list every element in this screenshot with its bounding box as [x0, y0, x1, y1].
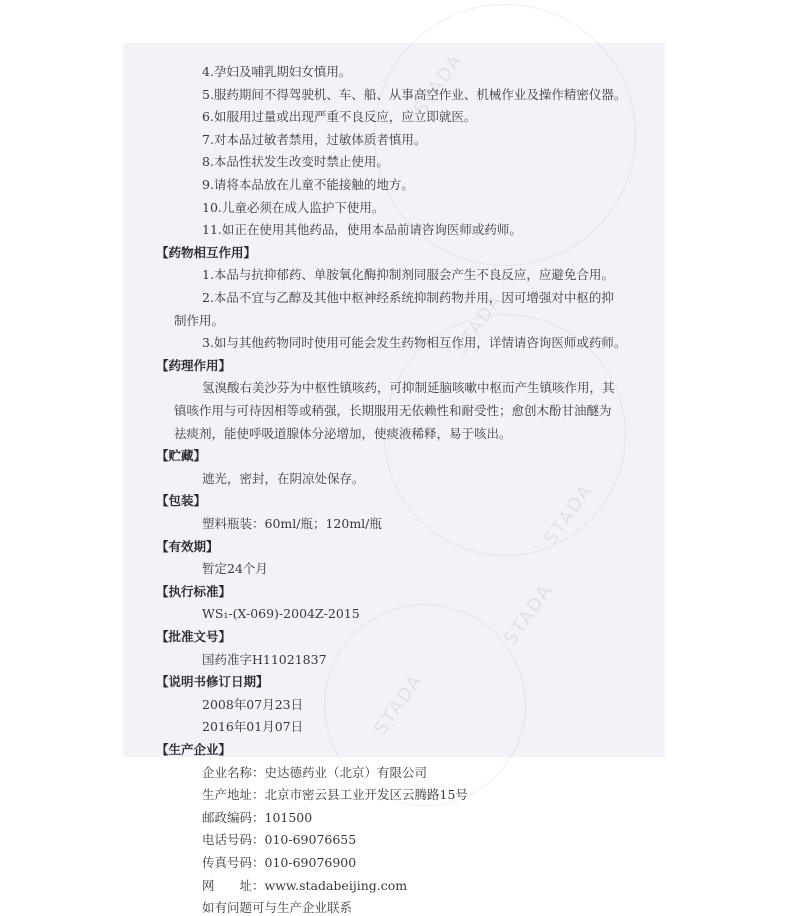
watermark-text: STADA: [370, 670, 428, 739]
section-heading-package: 【包装】: [156, 493, 207, 509]
revision-date: 2008年07月23日: [202, 696, 304, 712]
approval-value: 国药准字H11021837: [202, 651, 327, 667]
watermark-text: STADA: [500, 580, 558, 649]
manufacturer-address: 生产地址：北京市密云县工业开发区云腾路15号: [202, 787, 468, 803]
standard-value: WS₁-(X-069)-2004Z-2015: [202, 606, 360, 622]
watermark-text: STADA: [540, 480, 598, 549]
section-heading-interactions: 【药物相互作用】: [156, 244, 257, 260]
package-value: 塑料瓶装：60ml/瓶；120ml/瓶: [202, 516, 382, 531]
manufacturer-name: 企业名称：史达德药业（北京）有限公司: [202, 764, 428, 780]
section-heading-revision: 【说明书修订日期】: [156, 674, 269, 690]
manufacturer-phone: 电话号码：010-69076655: [202, 832, 357, 848]
watermark-text: STADA: [450, 290, 508, 359]
interaction-line: 制作用。: [174, 312, 225, 328]
precaution-item: 7.对本品过敏者禁用，过敏体质者慎用。: [202, 131, 427, 147]
precaution-item: 6.如服用过量或出现严重不良反应，应立即就医。: [202, 109, 477, 125]
revision-date: 2016年01月07日: [202, 719, 304, 735]
precaution-item: 8.本品性状发生改变时禁止使用。: [202, 154, 389, 170]
precaution-item: 10.儿童必须在成人监护下使用。: [202, 199, 385, 215]
section-heading-standard: 【执行标准】: [156, 583, 232, 599]
watermark-text: STADA: [410, 50, 468, 119]
section-heading-storage: 【贮藏】: [156, 448, 207, 464]
interaction-line: 1.本品与抗抑郁药、单胺氧化酶抑制剂同服会产生不良反应，应避免合用。: [202, 267, 614, 283]
manufacturer-website: 网 址：www.stadabeijing.com: [202, 877, 408, 893]
section-heading-validity: 【有效期】: [156, 538, 219, 554]
pharmacology-line: 氢溴酸右美沙芬为中枢性镇咳药，可抑制延脑咳嗽中枢而产生镇咳作用，其: [202, 380, 615, 396]
manufacturer-overlay: [124, 44, 664, 756]
manufacturer-postal: 邮政编码：101500: [202, 809, 313, 825]
section-heading-manufacturer: 【生产企业】: [156, 742, 232, 757]
pharmacology-line: 祛痰剂，能使呼吸道腺体分泌增加，使痰液稀释，易于咳出。: [174, 425, 512, 441]
validity-value: 暂定24个月: [202, 561, 268, 577]
section-heading-pharmacology: 【药理作用】: [156, 357, 232, 373]
precaution-item: 11.如正在使用其他药品，使用本品前请咨询医师或药师。: [202, 222, 522, 238]
precaution-item: 5.服药期间不得驾驶机、车、船、从事高空作业、机械作业及操作精密仪器。: [202, 86, 627, 102]
manufacturer-contact: 如有问题可与生产企业联系: [202, 900, 353, 916]
manufacturer-fax: 传真号码：010-69076900: [202, 855, 357, 870]
interaction-line: 3.如与其他药物同时使用可能会发生药物相互作用，详情请咨询医师或药师。: [202, 335, 627, 351]
precaution-item: 9.请将本品放在儿童不能接触的地方。: [202, 177, 414, 192]
pharmacology-line: 镇咳作用与可待因相等或稍强，长期服用无依赖性和耐受性；愈创木酚甘油醚为: [174, 403, 612, 418]
interaction-line: 2.本品不宜与乙醇及其他中枢神经系统抑制药物并用，因可增强对中枢的抑: [202, 290, 614, 305]
storage-value: 遮光，密封，在阴凉处保存。: [202, 470, 365, 486]
section-heading-approval: 【批准文号】: [156, 629, 232, 644]
precaution-item: 4.孕妇及哺乳期妇女慎用。: [202, 64, 352, 79]
